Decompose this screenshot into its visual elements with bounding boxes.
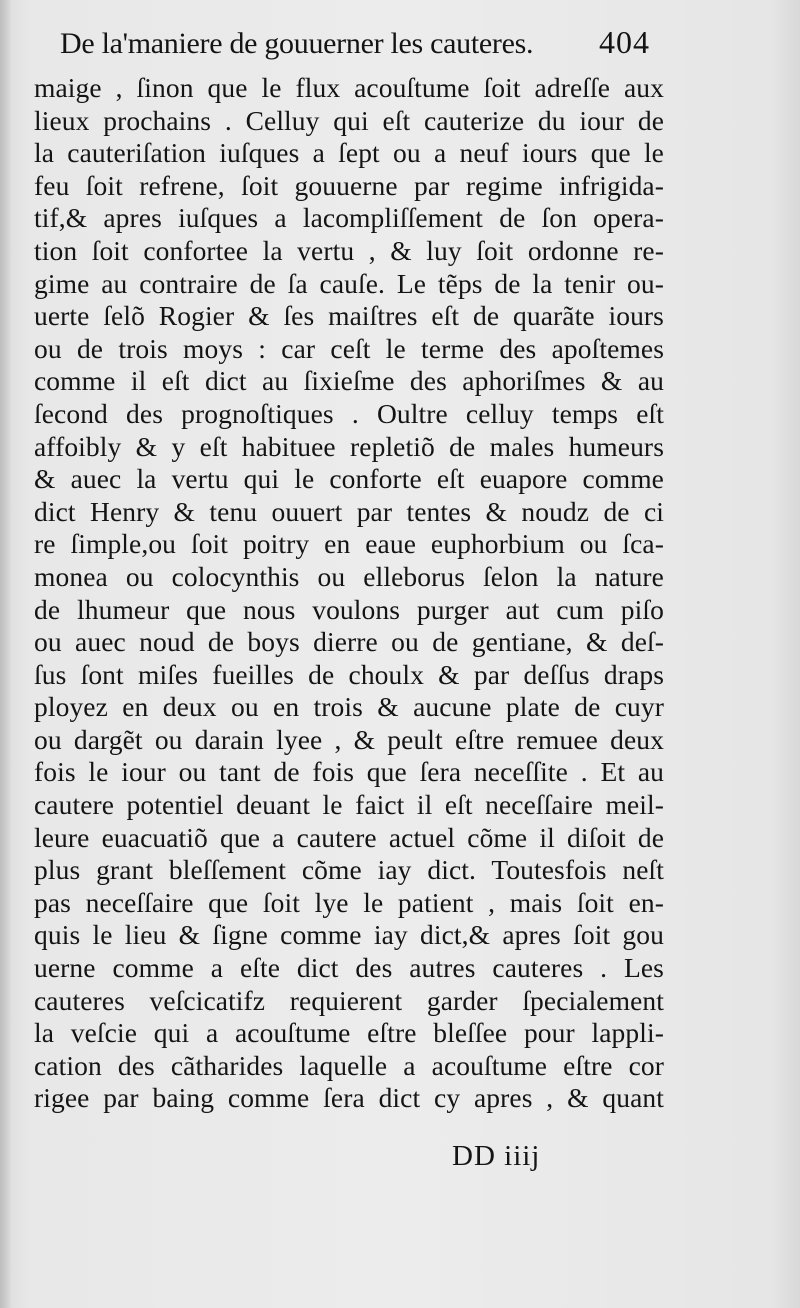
text-line: affoibly & y eſt habituee repletiõ de males humeurs: [34, 430, 664, 462]
text-line: cautere potentiel deuant le faict il eſt neceſſaire meil-: [34, 789, 664, 821]
text-line: & auec la vertu qui le conforte eſt euapore comme: [34, 463, 664, 495]
text-line: lieux prochains . Celluy qui eſt cauterize du iour de: [34, 104, 664, 136]
text-line: ou auec noud de boys dierre ou de gentiane, & deſ-: [34, 626, 664, 658]
text-line: rigee par baing comme ſera dict cy apres , & quant: [34, 1082, 664, 1114]
text-line: ployez en deux ou en trois & aucune plate de cuyr: [34, 691, 664, 723]
text-line: comme il eſt dict au ſixieſme des aphoriſmes & au: [34, 365, 664, 397]
text-line: gime au contraire de ſa cauſe. Le tẽps de la tenir ou-: [34, 267, 664, 299]
text-line: ou dargẽt ou darain lyee , & peult eſtre remuee deux: [34, 723, 664, 755]
text-line: uerte ſelõ Rogier & ſes maiſtres eſt de quarãte iours: [34, 300, 664, 332]
text-line: fois le iour ou tant de fois que ſera neceſſite . Et au: [34, 756, 664, 788]
text-line: monea ou colocynthis ou elleborus ſelon la nature: [34, 560, 664, 592]
text-line: leure euacuatiõ que a cautere actuel cõme il diſoit de: [34, 821, 664, 853]
text-line: cation des cãtharides laquelle a acouſtume eſtre cor: [34, 1049, 664, 1081]
running-title: De la'maniere de gouuerner les cauteres.: [60, 27, 534, 60]
page-number: 404: [599, 24, 650, 60]
text-line: la cauteriſation iuſques a ſept ou a neuf iours que le: [34, 137, 664, 169]
signature-mark: DD iiij: [452, 1140, 541, 1172]
text-line: ſecond des prognoſtiques . Oultre celluy temps eſt: [34, 397, 664, 429]
running-head: [60, 24, 650, 70]
text-line: uerne comme a eſte dict des autres cauteres . Les: [34, 952, 664, 984]
text-line: feu ſoit refrene, ſoit gouuerne par regime infrigida-: [34, 169, 664, 201]
text-line: cauteres veſcicatifz requierent garder ſpecialement: [34, 984, 664, 1016]
text-line: pas neceſſaire que ſoit lye le patient , mais ſoit en-: [34, 886, 664, 918]
spine-shadow: [0, 0, 12, 1308]
body-text: [34, 72, 664, 1115]
text-line: tif,& apres iuſques a lacompliſſement de ſon opera-: [34, 202, 664, 234]
text-line: re ſimple,ou ſoit poitry en eaue euphorbium ou ſca-: [34, 528, 664, 560]
text-line: plus grant bleſſement cõme iay dict. Toutesfois neſt: [34, 854, 664, 886]
text-line: la veſcie qui a acouſtume eſtre bleſſee pour lappli-: [34, 1017, 664, 1049]
text-line: maige , ſinon que le flux acouſtume ſoit adreſſe aux: [34, 72, 664, 103]
text-line: ſus ſont miſes fueilles de choulx & par deſſus draps: [34, 658, 664, 690]
text-line: tion ſoit confortee la vertu , & luy ſoit ordonne re-: [34, 234, 664, 266]
text-line: quis le lieu & ſigne comme iay dict,& apres ſoit gou: [34, 919, 664, 951]
text-line: de lhumeur que nous voulons purger aut cum piſo: [34, 593, 664, 625]
text-line: dict Henry & tenu ouuert par tentes & noudz de ci: [34, 495, 664, 527]
text-line: ou de trois moys : car ceſt le terme des apoſtemes: [34, 332, 664, 364]
